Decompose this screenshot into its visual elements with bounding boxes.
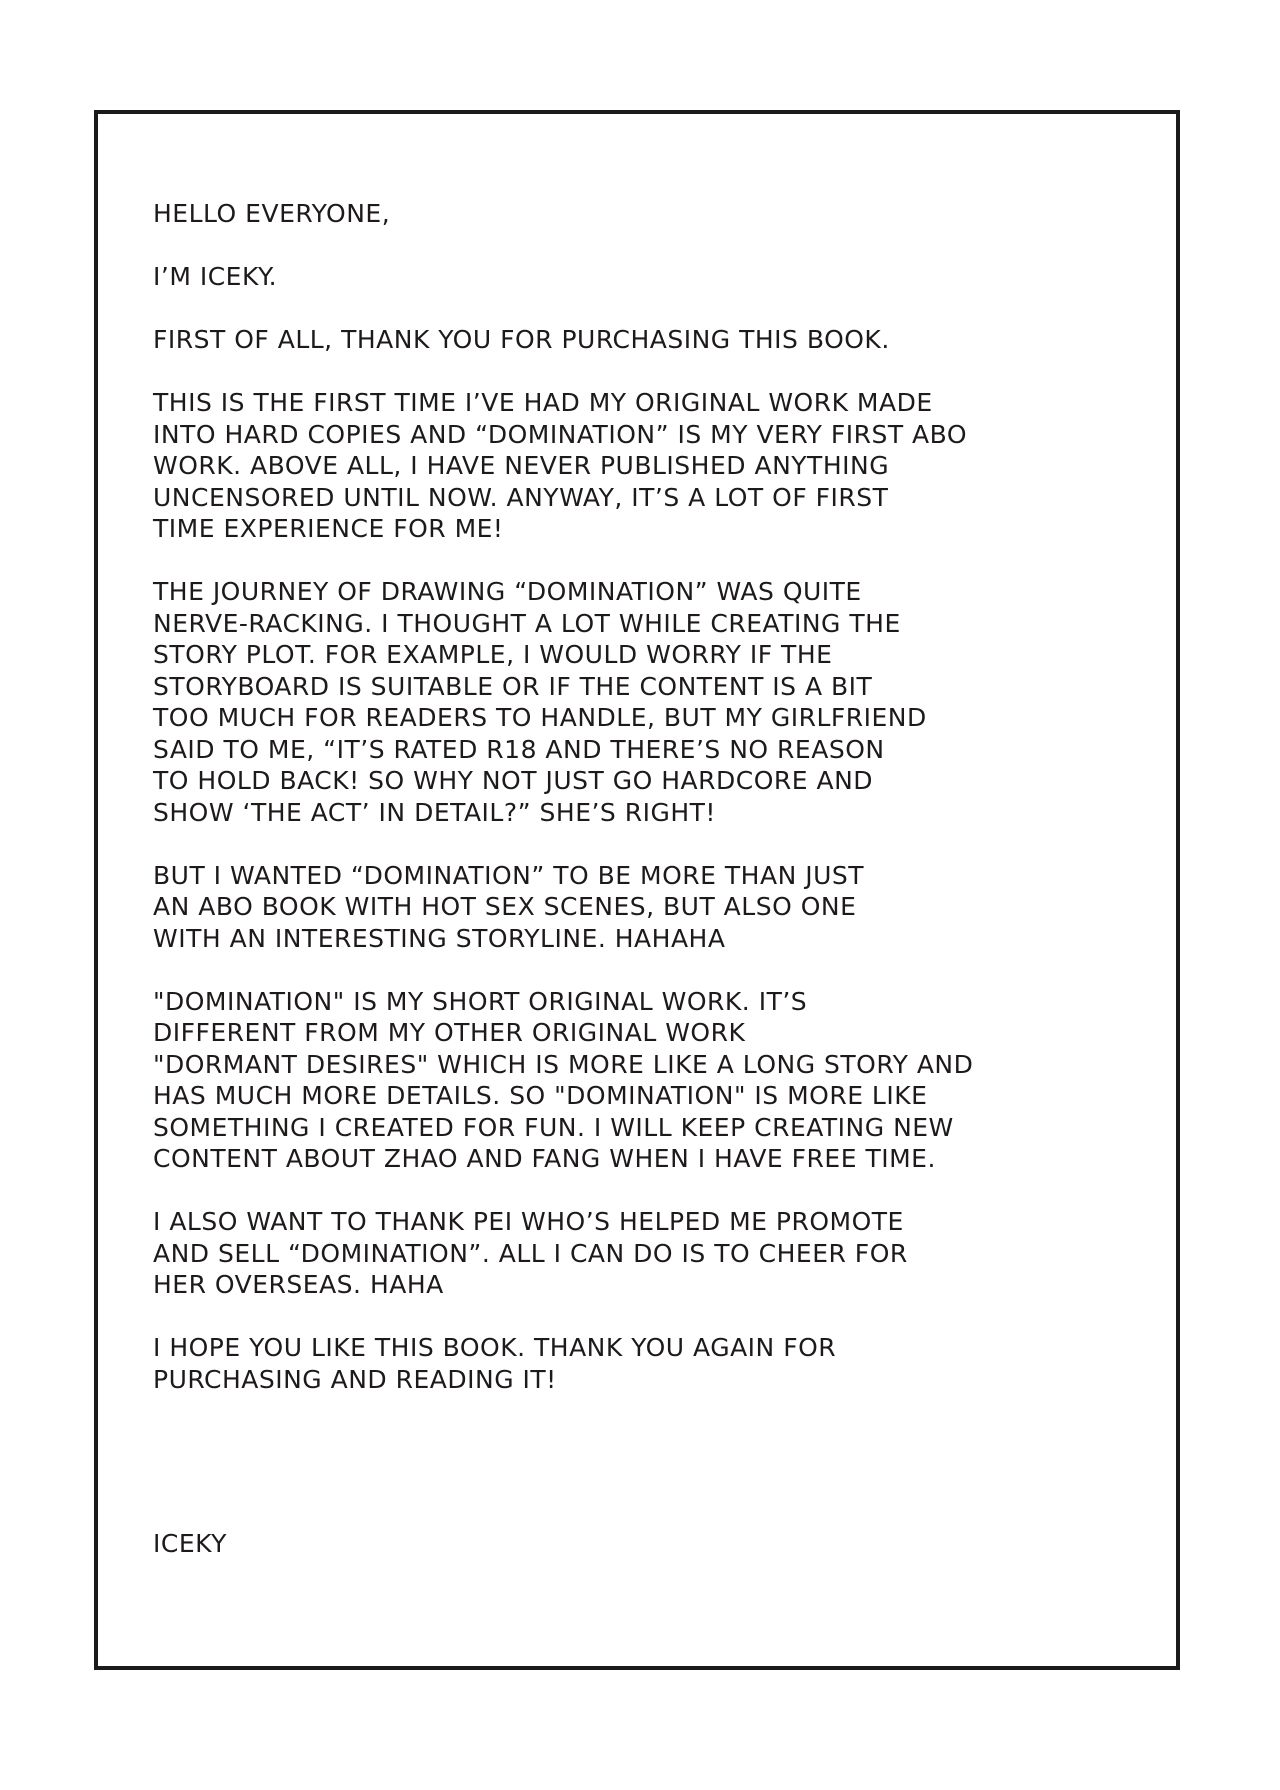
letter-line: AN ABO BOOK WITH HOT SEX SCENES, BUT ALSO ONE: [153, 892, 857, 921]
letter-line: I HOPE YOU LIKE THIS BOOK. THANK YOU AGAIN FOR: [153, 1333, 837, 1362]
letter-line: I’M ICEKY.: [153, 262, 278, 291]
letter-line: DIFFERENT FROM MY OTHER ORIGINAL WORK: [153, 1018, 746, 1047]
letter-paragraph: [153, 261, 1143, 293]
letter-paragraph: [153, 324, 1143, 356]
letter-line: HAS MUCH MORE DETAILS. SO "DOMINATION" IS MORE LIKE: [153, 1081, 928, 1110]
letter-line: PURCHASING AND READING IT!: [153, 1364, 557, 1394]
letter-line: HELLO EVERYONE,: [153, 199, 391, 228]
letter-paragraph: [153, 860, 1143, 955]
letter-line: HER OVERSEAS. HAHA: [153, 1270, 444, 1299]
letter-paragraph: [153, 198, 1143, 230]
letter-line: NERVE-RACKING. I THOUGHT A LOT WHILE CREATING THE: [153, 608, 901, 638]
letter-line: "DOMINATION" IS MY SHORT ORIGINAL WORK. IT’S: [153, 986, 808, 1016]
letter-signature: ICEKY: [153, 1529, 227, 1558]
letter-line: SHOW ‘THE ACT’ IN DETAIL?” SHE’S RIGHT!: [153, 797, 716, 827]
letter-line: TIME EXPERIENCE FOR ME!: [153, 514, 504, 543]
letter-line: UNCENSORED UNTIL NOW. ANYWAY, IT’S A LOT OF FIRST: [153, 482, 889, 512]
letter-line: TO HOLD BACK! SO WHY NOT JUST GO HARDCORE AND: [153, 766, 874, 795]
letter-line: SOMETHING I CREATED FOR FUN. I WILL KEEP CREATING NEW: [153, 1112, 954, 1142]
letter-line: AND SELL “DOMINATION”. ALL I CAN DO IS TO CHEER FOR: [153, 1238, 908, 1268]
letter-body: [153, 198, 1143, 1427]
letter-paragraph: [153, 1206, 1143, 1301]
letter-paragraph: [153, 576, 1143, 828]
letter-line: STORYBOARD IS SUITABLE OR IF THE CONTENT IS A BIT: [153, 671, 873, 701]
letter-paragraph: [153, 387, 1143, 545]
letter-line: I ALSO WANT TO THANK PEI WHO’S HELPED ME PROMOTE: [153, 1207, 904, 1236]
letter-line: TOO MUCH FOR READERS TO HANDLE, BUT MY GIRLFRIEND: [153, 703, 927, 732]
letter-line: INTO HARD COPIES AND “DOMINATION” IS MY VERY FIRST ABO: [153, 419, 968, 449]
letter-paragraph: [153, 986, 1143, 1175]
letter-line: THE JOURNEY OF DRAWING “DOMINATION” WAS QUITE: [153, 577, 862, 606]
letter-line: BUT I WANTED “DOMINATION” TO BE MORE THAN JUST: [153, 860, 865, 890]
letter-line: "DORMANT DESIRES" WHICH IS MORE LIKE A LONG STORY AND: [153, 1049, 974, 1079]
letter-line: SAID TO ME, “IT’S RATED R18 AND THERE’S NO REASON: [153, 734, 885, 764]
letter-line: STORY PLOT. FOR EXAMPLE, I WOULD WORRY IF THE: [153, 640, 833, 669]
letter-line: WORK. ABOVE ALL, I HAVE NEVER PUBLISHED ANYTHING: [153, 451, 890, 480]
letter-line: CONTENT ABOUT ZHAO AND FANG WHEN I HAVE FREE TIME.: [153, 1144, 936, 1173]
letter-line: THIS IS THE FIRST TIME I’VE HAD MY ORIGINAL WORK MADE: [153, 388, 933, 417]
letter-line: FIRST OF ALL, THANK YOU FOR PURCHASING THIS BOOK.: [153, 325, 890, 354]
letter-line: WITH AN INTERESTING STORYLINE. HAHAHA: [153, 923, 726, 953]
letter-paragraph: [153, 1332, 1143, 1395]
